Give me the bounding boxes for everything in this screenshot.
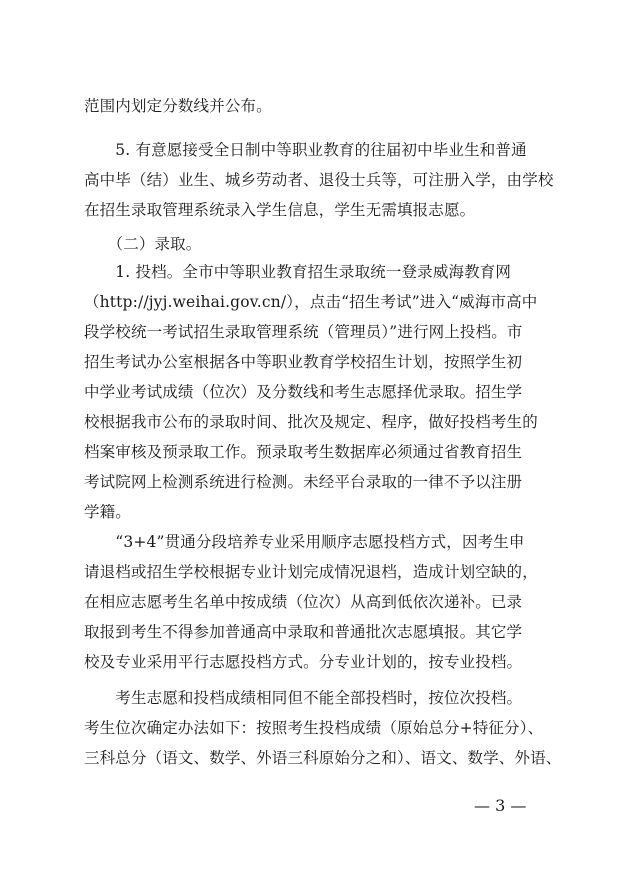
body-line: 考生位次确定办法如下：按照考生投档成绩（原始总分+特征分）、 (84, 719, 544, 737)
body-line: 校及专业采用平行志愿投档方式。分专业计划的，按专业投档。 (84, 653, 523, 671)
page-number: — 3 — (474, 796, 527, 815)
body-line: 1. 投档。全市中等职业教育招生录取统一登录威海教育网 (84, 263, 512, 281)
body-line: 中学业考试成绩（位次）及分数线和考生志愿择优录取。招生学 (84, 383, 523, 401)
body-line: 在招生录取管理系统录入学生信息，学生无需填报志愿。 (84, 201, 476, 219)
body-line: （http://jyj.weihai.gov.cn/），点击“招生考试”进入“威海市高中 (84, 293, 538, 311)
body-line: 考生志愿和投档成绩相同但不能全部投档时，按位次投档。 (84, 689, 523, 707)
body-line: 档案审核及预录取工作。预录取考生数据库必须通过省教育招生 (84, 443, 523, 461)
body-line: 段学校统一考试招生录取管理系统（管理员）”进行网上投档。市 (84, 323, 523, 341)
body-line: 考试院网上检测系统进行检测。未经平台录取的一律不予以注册 (84, 473, 523, 491)
body-line: 学籍。 (84, 503, 131, 521)
body-line: 在相应志愿考生名单中按成绩（位次）从高到低依次递补。已录 (84, 593, 523, 611)
body-line: 范围内划定分数线并公布。 (84, 97, 272, 115)
section-heading: （二）录取。 (84, 235, 202, 253)
body-line: 高中毕（结）业生、城乡劳动者、退役士兵等，可注册入学，由学校 (84, 171, 554, 189)
body-line: 校根据我市公布的录取时间、批次及规定、程序，做好投档考生的 (84, 413, 538, 431)
body-line: 招生考试办公室根据各中等职业教育学校招生计划，按照学生初 (84, 353, 523, 371)
body-line: 三科总分（语文、数学、外语三科原始分之和）、语文、数学、外语、 (84, 749, 562, 767)
body-line: 取报到考生不得参加普通高中录取和普通批次志愿填报。其它学 (84, 623, 523, 641)
body-line: 请退档或招生学校根据专业计划完成情况退档，造成计划空缺的， (84, 563, 538, 581)
body-line: “3+4”贯通分段培养专业采用顺序志愿投档方式，因考生申 (84, 533, 525, 551)
body-line: 5. 有意愿接受全日制中等职业教育的往届初中毕业生和普通 (84, 141, 527, 159)
